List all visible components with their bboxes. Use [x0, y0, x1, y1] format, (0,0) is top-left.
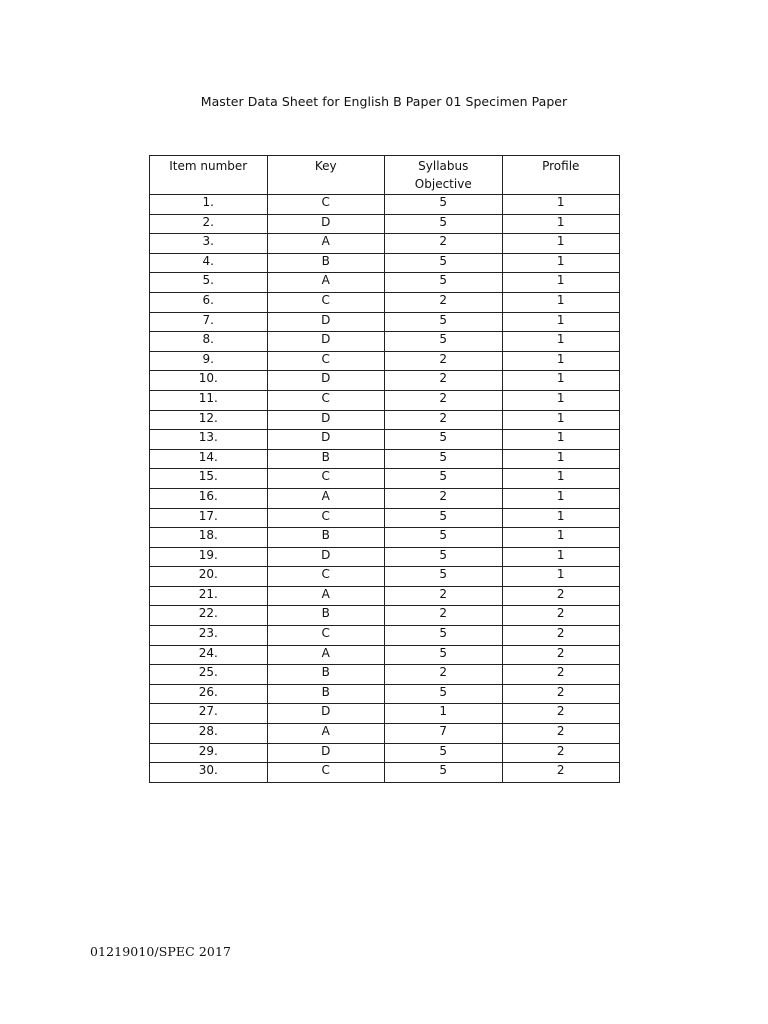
cell-profile: 1 [502, 253, 620, 273]
cell-syllabus-objective: 5 [385, 743, 503, 763]
cell-item-number: 2. [150, 214, 268, 234]
table-row [150, 449, 620, 469]
cell-profile: 1 [502, 273, 620, 293]
cell-profile: 1 [502, 449, 620, 469]
cell-key: C [267, 469, 385, 489]
cell-item-number: 29. [150, 743, 268, 763]
cell-key: D [267, 704, 385, 724]
cell-item-number: 3. [150, 234, 268, 254]
cell-profile: 1 [502, 390, 620, 410]
cell-item-number: 22. [150, 606, 268, 626]
cell-profile: 1 [502, 234, 620, 254]
cell-profile: 1 [502, 430, 620, 450]
table-row [150, 312, 620, 332]
cell-key: D [267, 332, 385, 352]
cell-item-number: 30. [150, 763, 268, 783]
table-row [150, 665, 620, 685]
cell-key: C [267, 508, 385, 528]
table-row [150, 508, 620, 528]
cell-syllabus-objective: 5 [385, 273, 503, 293]
cell-syllabus-objective: 5 [385, 567, 503, 587]
cell-item-number: 12. [150, 410, 268, 430]
cell-syllabus-objective: 5 [385, 547, 503, 567]
table-row [150, 469, 620, 489]
cell-key: A [267, 724, 385, 744]
cell-item-number: 14. [150, 449, 268, 469]
cell-syllabus-objective: 5 [385, 763, 503, 783]
cell-profile: 1 [502, 410, 620, 430]
table-row [150, 332, 620, 352]
cell-profile: 2 [502, 645, 620, 665]
header-row [150, 156, 620, 195]
cell-syllabus-objective: 5 [385, 332, 503, 352]
cell-profile: 2 [502, 626, 620, 646]
table-row [150, 724, 620, 744]
header-syllabus-objective: Syllabus Objective [385, 156, 503, 195]
cell-item-number: 7. [150, 312, 268, 332]
cell-item-number: 21. [150, 586, 268, 606]
cell-syllabus-objective: 2 [385, 488, 503, 508]
cell-profile: 2 [502, 606, 620, 626]
cell-profile: 2 [502, 704, 620, 724]
cell-key: C [267, 763, 385, 783]
cell-key: D [267, 547, 385, 567]
cell-syllabus-objective: 5 [385, 626, 503, 646]
cell-syllabus-objective: 2 [385, 586, 503, 606]
cell-item-number: 28. [150, 724, 268, 744]
cell-item-number: 15. [150, 469, 268, 489]
cell-key: A [267, 586, 385, 606]
table-row [150, 371, 620, 391]
cell-profile: 1 [502, 195, 620, 215]
cell-syllabus-objective: 5 [385, 253, 503, 273]
table-row [150, 684, 620, 704]
table-row [150, 763, 620, 783]
cell-item-number: 25. [150, 665, 268, 685]
cell-profile: 2 [502, 586, 620, 606]
header-item-number: Item number [150, 156, 268, 195]
cell-key: B [267, 684, 385, 704]
cell-profile: 1 [502, 567, 620, 587]
cell-item-number: 8. [150, 332, 268, 352]
cell-item-number: 27. [150, 704, 268, 724]
cell-profile: 1 [502, 469, 620, 489]
cell-key: A [267, 488, 385, 508]
header-key: Key [267, 156, 385, 195]
cell-syllabus-objective: 5 [385, 469, 503, 489]
table-row [150, 743, 620, 763]
cell-key: B [267, 665, 385, 685]
cell-syllabus-objective: 5 [385, 684, 503, 704]
table-row [150, 586, 620, 606]
table-body [150, 195, 620, 783]
cell-syllabus-objective: 7 [385, 724, 503, 744]
table-row [150, 410, 620, 430]
cell-syllabus-objective: 5 [385, 449, 503, 469]
cell-syllabus-objective: 5 [385, 645, 503, 665]
table-row [150, 351, 620, 371]
cell-item-number: 9. [150, 351, 268, 371]
cell-profile: 1 [502, 351, 620, 371]
cell-syllabus-objective: 5 [385, 195, 503, 215]
cell-key: C [267, 390, 385, 410]
cell-item-number: 4. [150, 253, 268, 273]
table-row [150, 214, 620, 234]
cell-key: D [267, 371, 385, 391]
cell-key: A [267, 234, 385, 254]
cell-syllabus-objective: 2 [385, 371, 503, 391]
table-row [150, 253, 620, 273]
cell-profile: 1 [502, 547, 620, 567]
table-header [150, 156, 620, 195]
document-code: 01219010/SPEC 2017 [90, 944, 232, 959]
table-row [150, 645, 620, 665]
cell-profile: 2 [502, 665, 620, 685]
cell-item-number: 6. [150, 292, 268, 312]
cell-key: C [267, 351, 385, 371]
table-row [150, 430, 620, 450]
cell-key: B [267, 528, 385, 548]
cell-key: D [267, 430, 385, 450]
table-row [150, 704, 620, 724]
cell-key: D [267, 214, 385, 234]
cell-profile: 1 [502, 292, 620, 312]
cell-item-number: 26. [150, 684, 268, 704]
page-title: Master Data Sheet for English B Paper 01 Specimen Paper [200, 94, 568, 109]
table-row [150, 626, 620, 646]
cell-key: B [267, 449, 385, 469]
cell-syllabus-objective: 2 [385, 292, 503, 312]
table-row [150, 547, 620, 567]
cell-syllabus-objective: 5 [385, 508, 503, 528]
cell-key: C [267, 292, 385, 312]
cell-profile: 2 [502, 724, 620, 744]
cell-profile: 2 [502, 763, 620, 783]
cell-syllabus-objective: 1 [385, 704, 503, 724]
cell-syllabus-objective: 2 [385, 234, 503, 254]
cell-key: D [267, 743, 385, 763]
cell-item-number: 11. [150, 390, 268, 410]
table-row [150, 528, 620, 548]
cell-profile: 1 [502, 332, 620, 352]
cell-key: A [267, 273, 385, 293]
cell-profile: 1 [502, 371, 620, 391]
table-row [150, 195, 620, 215]
cell-item-number: 17. [150, 508, 268, 528]
table-row [150, 488, 620, 508]
cell-key: B [267, 606, 385, 626]
cell-key: A [267, 645, 385, 665]
table-row [150, 292, 620, 312]
cell-syllabus-objective: 5 [385, 430, 503, 450]
table-row [150, 234, 620, 254]
table-row [150, 606, 620, 626]
cell-item-number: 5. [150, 273, 268, 293]
header-profile: Profile [502, 156, 620, 195]
cell-item-number: 16. [150, 488, 268, 508]
table-row [150, 273, 620, 293]
cell-syllabus-objective: 5 [385, 214, 503, 234]
table-row [150, 567, 620, 587]
cell-key: D [267, 312, 385, 332]
cell-syllabus-objective: 5 [385, 528, 503, 548]
cell-profile: 1 [502, 508, 620, 528]
cell-profile: 1 [502, 488, 620, 508]
cell-item-number: 13. [150, 430, 268, 450]
cell-key: B [267, 253, 385, 273]
cell-item-number: 10. [150, 371, 268, 391]
cell-syllabus-objective: 2 [385, 665, 503, 685]
cell-profile: 1 [502, 214, 620, 234]
cell-item-number: 23. [150, 626, 268, 646]
cell-profile: 1 [502, 528, 620, 548]
cell-key: C [267, 195, 385, 215]
cell-profile: 2 [502, 684, 620, 704]
cell-syllabus-objective: 2 [385, 606, 503, 626]
cell-item-number: 20. [150, 567, 268, 587]
cell-key: C [267, 567, 385, 587]
cell-syllabus-objective: 2 [385, 390, 503, 410]
cell-profile: 1 [502, 312, 620, 332]
cell-key: C [267, 626, 385, 646]
cell-item-number: 19. [150, 547, 268, 567]
answer-key-table [149, 155, 620, 783]
cell-profile: 2 [502, 743, 620, 763]
cell-syllabus-objective: 5 [385, 312, 503, 332]
table-row [150, 390, 620, 410]
cell-syllabus-objective: 2 [385, 351, 503, 371]
cell-item-number: 18. [150, 528, 268, 548]
cell-syllabus-objective: 2 [385, 410, 503, 430]
cell-item-number: 24. [150, 645, 268, 665]
cell-item-number: 1. [150, 195, 268, 215]
cell-key: D [267, 410, 385, 430]
